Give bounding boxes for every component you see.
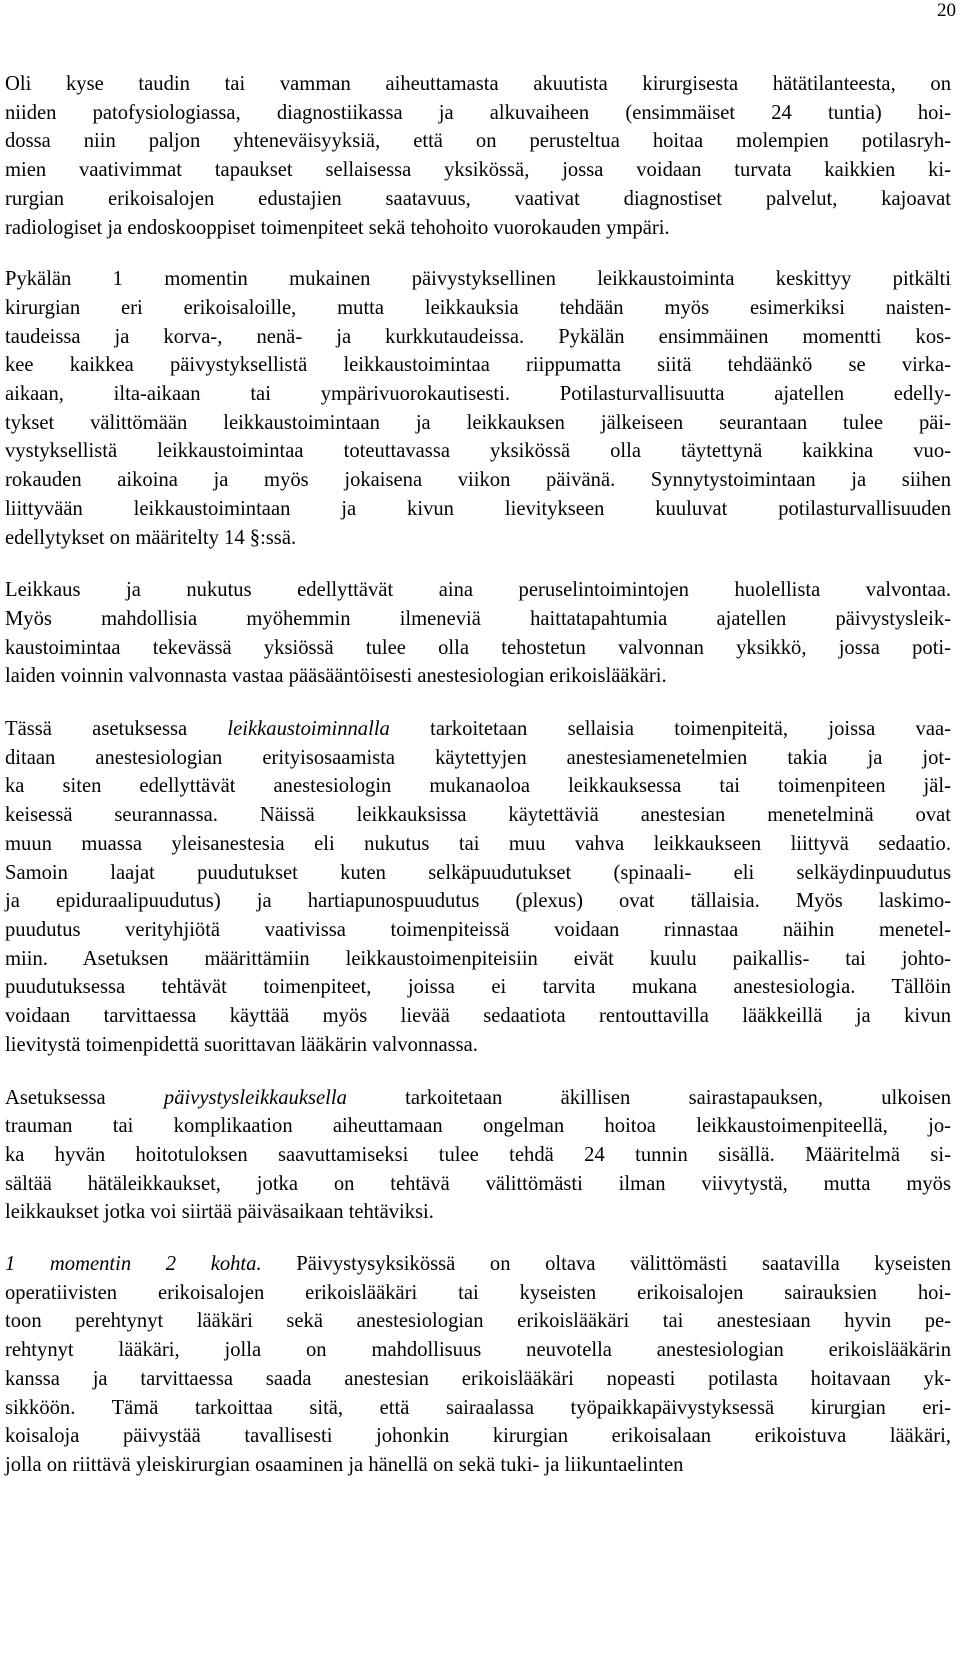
text-segment: leikkaukset jotka voi siirtää päiväsaikaan tehtäviksi. — [5, 1201, 434, 1224]
text-line — [5, 801, 951, 830]
text-segment: tarkoitetaan sellaisia toimenpiteitä, joissa vaa- — [389, 718, 951, 741]
text-line — [5, 715, 951, 744]
text-line — [5, 156, 951, 185]
page-number: 20 — [937, 0, 956, 21]
text-segment: trauman tai komplikaation aiheuttamaan ongelman hoitoa leikkaustoimenpiteellä, jo- — [5, 1115, 951, 1138]
text-segment: koisaloja päivystää tavallisesti johonkin kirurgian erikoisalaan erikoistuva lääkäri, — [5, 1425, 951, 1448]
text-line — [5, 1198, 951, 1227]
text-segment: vystyksellistä leikkaustoimintaa toteuttavassa yksikössä olla täytettynä kaikkina vuo- — [5, 440, 951, 463]
text-line — [5, 380, 951, 409]
text-line — [5, 916, 951, 945]
text-line — [5, 1394, 951, 1423]
text-segment: ka siten edellyttävät anestesiologin mukanaoloa leikkauksessa tai toimenpiteen jäl- — [5, 775, 951, 798]
text-segment: tykset välittömään leikkaustoimintaan ja leikkauksen jälkeiseen seurantaan tulee päi- — [5, 411, 951, 434]
text-line — [5, 265, 951, 294]
text-segment: rehtynyt lääkäri, jolla on mahdollisuus neuvotella anestesiologian erikoislääkärin — [5, 1339, 951, 1362]
text-segment: aikaan, ilta-aikaan tai ympärivuorokautisesti. Potilasturvallisuutta ajatellen edelly- — [5, 383, 951, 406]
text-line — [5, 99, 951, 128]
text-line — [5, 830, 951, 859]
text-line — [5, 1002, 951, 1031]
italic-text: 1 momentin 2 kohta. — [5, 1253, 262, 1276]
text-segment: rurgian erikoisalojen edustajien saatavuus, vaativat diagnostiset palvelut, kajoavat — [5, 187, 951, 210]
text-line — [5, 662, 951, 691]
text-segment: kanssa ja tarvittaessa saada anestesian erikoislääkäri nopeasti potilasta hoitavaan yk- — [5, 1367, 951, 1390]
text-line — [5, 294, 951, 323]
text-segment: liittyvään leikkaustoimintaan ja kivun lievitykseen kuuluvat potilasturvallisuuden — [5, 497, 951, 520]
text-line — [5, 495, 951, 524]
text-line — [5, 634, 951, 663]
text-segment: Päivystysyksikössä on oltava välittömästi saatavilla kyseisten — [261, 1253, 951, 1276]
text-segment: sältää hätäleikkaukset, jotka on tehtävä välittömästi ilman viivytystä, mutta myös — [5, 1172, 951, 1195]
text-segment: lievitystä toimenpidettä suorittavan lääkärin valvonnassa. — [5, 1033, 478, 1056]
text-segment: radiologiset ja endoskooppiset toimenpiteet sekä tehohoito vuorokauden ympäri. — [5, 216, 670, 239]
text-line — [5, 1031, 951, 1060]
text-line — [5, 1112, 951, 1141]
text-line — [5, 605, 951, 634]
text-line — [5, 1250, 951, 1279]
italic-text: leikkaustoiminnalla — [227, 718, 390, 741]
text-line — [5, 466, 951, 495]
text-line — [5, 859, 951, 888]
text-segment: ditaan anestesiologian erityisosaamista käytettyjen anestesiamenetelmien takia ja jot- — [5, 746, 951, 769]
text-line — [5, 127, 951, 156]
text-segment: niiden patofysiologiassa, diagnostiikassa ja alkuvaiheen (ensimmäiset 24 tuntia) hoi- — [5, 101, 951, 124]
text-segment: taudeissa ja korva-, nenä- ja kurkkutaudeissa. Pykälän ensimmäinen momentti kos- — [5, 325, 951, 348]
text-segment: miin. Asetuksen määrittämiin leikkaustoimenpiteisiin eivät kuulu paikallis- tai johto- — [5, 947, 951, 970]
text-segment: jolla on riittävä yleiskirurgian osaaminen ja hänellä on sekä tuki- ja liikuntaelinten — [5, 1453, 684, 1476]
text-line — [5, 437, 951, 466]
text-line — [5, 524, 951, 553]
text-line — [5, 887, 951, 916]
text-segment: puudutuksessa tehtävät toimenpiteet, joissa ei tarvita mukana anestesiologia. Tällöin — [5, 976, 951, 999]
text-line — [5, 1170, 951, 1199]
text-segment: mien vaativimmat tapaukset sellaisessa yksikössä, jossa voidaan turvata kaikkien ki- — [5, 159, 951, 182]
text-line — [5, 973, 951, 1002]
text-line — [5, 185, 951, 214]
document-body — [5, 70, 951, 1504]
text-line — [5, 409, 951, 438]
text-line — [5, 1365, 951, 1394]
text-segment: operatiivisten erikoisalojen erikoislääkäri tai kyseisten erikoisalojen sairauksien hoi- — [5, 1281, 951, 1304]
text-segment: kirurgian eri erikoisaloille, mutta leikkauksia tehdään myös esimerkiksi naisten- — [5, 296, 951, 319]
text-segment: kee kaikkea päivystyksellistä leikkaustoimintaa riippumatta siitä tehdäänkö se virka- — [5, 354, 951, 377]
text-segment: Oli kyse taudin tai vamman aiheuttamasta akuutista kirurgisesta hätätilanteesta, on — [5, 73, 951, 95]
paragraph — [5, 576, 951, 691]
text-line — [5, 1336, 951, 1365]
text-segment: Leikkaus ja nukutus edellyttävät aina peruselintoimintojen huolellista valvontaa. — [5, 579, 951, 602]
text-segment: Tässä asetuksessa — [5, 718, 228, 741]
paragraph — [5, 1084, 951, 1228]
text-line — [5, 945, 951, 974]
text-segment: Pykälän 1 momentin mukainen päivystyksellinen leikkaustoiminta keskittyy pitkälti — [5, 268, 951, 291]
paragraph — [5, 70, 951, 242]
text-line — [5, 576, 951, 605]
text-line — [5, 1141, 951, 1170]
paragraph — [5, 1250, 951, 1480]
text-segment: voidaan tarvittaessa käyttää myös lievää sedaatiota rentouttavilla lääkkeillä ja kivun — [5, 1005, 951, 1028]
text-segment: kaustoimintaa tekevässä yksiössä tulee olla tehostetun valvonnan yksikkö, jossa poti- — [5, 636, 951, 659]
text-segment: rokauden aikoina ja myös jokaisena viikon päivänä. Synnytystoimintaan ja siihen — [5, 469, 951, 492]
text-segment: laiden voinnin valvonnasta vastaa pääsääntöisesti anestesiologian erikoislääkäri. — [5, 665, 667, 688]
text-segment: tarkoitetaan äkillisen sairastapauksen, ulkoisen — [346, 1086, 951, 1109]
text-segment: muun muassa yleisanestesia eli nukutus tai muu vahva leikkaukseen liittyvä sedaatio. — [5, 832, 951, 855]
paragraph — [5, 715, 951, 1059]
text-line — [5, 1084, 951, 1113]
text-segment: puudutus verityhjiötä vaativissa toimenpiteissä voidaan rinnastaa näihin menetel- — [5, 918, 951, 941]
text-segment: sikköön. Tämä tarkoittaa sitä, että sairaalassa työpaikkapäivystyksessä kirurgian eri- — [5, 1396, 951, 1419]
text-line — [5, 744, 951, 773]
text-segment: Samoin laajat puudutukset kuten selkäpuudutukset (spinaali- eli selkäydinpuudutus — [5, 861, 951, 884]
text-segment: edellytykset on määritelty 14 §:ssä. — [5, 526, 297, 549]
text-line — [5, 1279, 951, 1308]
text-line — [5, 772, 951, 801]
italic-text: päivystysleikkauksella — [163, 1086, 347, 1109]
text-line — [5, 214, 951, 243]
text-segment: keisessä seurannassa. Näissä leikkauksissa käytettäviä anestesian menetelminä ovat — [5, 804, 951, 827]
text-segment: dossa niin paljon yhteneväisyyksiä, että on perusteltua hoitaa molempien potilasryh- — [5, 130, 951, 153]
paragraph — [5, 265, 951, 552]
text-line — [5, 70, 951, 99]
text-segment: Asetuksessa — [5, 1086, 164, 1109]
text-segment: ja epiduraalipuudutus) ja hartiapunospuudutus (plexus) ovat tällaisia. Myös laskimo- — [5, 890, 951, 913]
text-segment: Myös mahdollisia myöhemmin ilmeneviä haittatapahtumia ajatellen päivystysleik- — [5, 607, 951, 630]
text-line — [5, 323, 951, 352]
text-segment: ka hyvän hoitotuloksen saavuttamiseksi tulee tehdä 24 tunnin sisällä. Määritelmä si- — [5, 1143, 951, 1166]
text-line — [5, 1451, 951, 1480]
text-line — [5, 351, 951, 380]
text-segment: toon perehtynyt lääkäri sekä anestesiologian erikoislääkäri tai anestesiaan hyvin pe- — [5, 1310, 951, 1333]
text-line — [5, 1307, 951, 1336]
text-line — [5, 1422, 951, 1451]
